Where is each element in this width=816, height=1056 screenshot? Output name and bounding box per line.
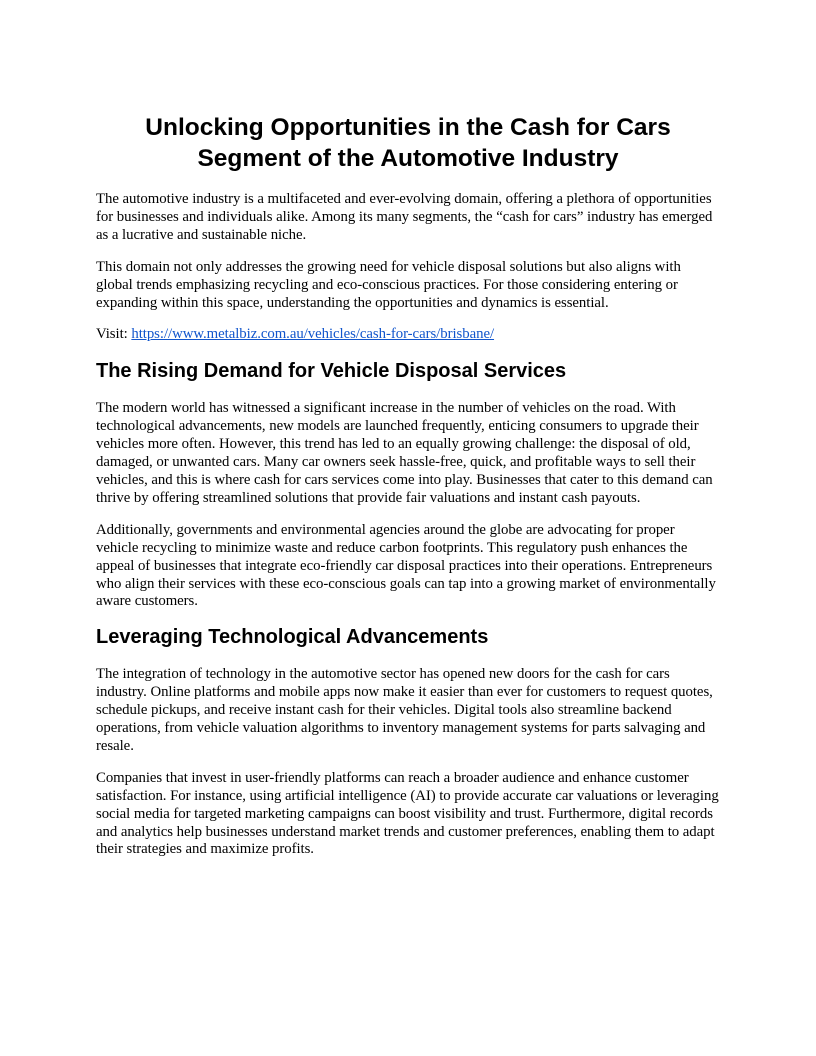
intro-paragraph-2: This domain not only addresses the growing need for vehicle disposal solutions but also aligns with global trends emphasizing recycling and eco-conscious practices. For those considering entering or expanding within this space, understanding the opportunities and dynamics is essential.	[96, 258, 681, 311]
document-body	[96, 112, 720, 873]
visit-line	[96, 326, 720, 344]
section-heading-technology: Leveraging Technological Advancements	[96, 626, 489, 649]
intro-paragraph-1: The automotive industry is a multifaceted and ever-evolving domain, offering a plethora of opportunities for businesses and individuals alike. Among its many segments, the “cash for cars” industry has emerged as a lucrative and sustainable niche.	[96, 191, 713, 243]
visit-label: Visit:	[96, 326, 128, 343]
page-title: Unlocking Opportunities in the Cash for Cars Segment of the Automotive Industry	[145, 114, 671, 172]
rising-demand-paragraph-2: Additionally, governments and environmental agencies around the globe are advocating for proper vehicle recycling to minimize waste and reduce carbon footprints. This regulatory push enhances the appeal of businesses that integrate eco-friendly car disposal practices into their operations. Entrepreneurs who align their services with these eco-conscious goals can tap into a growing market of environmentally aware customers.	[96, 521, 716, 610]
section-heading-rising-demand: The Rising Demand for Vehicle Disposal Services	[96, 360, 567, 383]
rising-demand-paragraph-1: The modern world has witnessed a significant increase in the number of vehicles on the road. With technological advancements, new models are launched frequently, enticing consumers to upgrade their vehicles more often. However, this trend has led to an equally growing challenge: the disposal of old, damaged, or unwanted cars. Many car owners seek hassle-free, quick, and profitable ways to sell their vehicles, and this is where cash for cars services come into play. Businesses that cater to this demand can thrive by offering streamlined solutions that provide fair valuations and instant cash payouts.	[96, 400, 713, 506]
technology-paragraph-2: Companies that invest in user-friendly platforms can reach a broader audience and enhance customer satisfaction. For instance, using artificial intelligence (AI) to provide accurate car valuations or leveraging social media for targeted marketing campaigns can boost visibility and trust. Furthermore, digital records and analytics help businesses understand market trends and customer preferences, enabling them to adapt their strategies and maximize profits.	[96, 769, 719, 858]
technology-paragraph-1: The integration of technology in the automotive sector has opened new doors for the cash for cars industry. Online platforms and mobile apps now make it easier than ever for customers to request quotes, schedule pickups, and receive instant cash for their vehicles. Digital tools also streamline backend operations, from vehicle valuation algorithms to inventory management systems for parts salvaging and resale.	[96, 666, 713, 754]
visit-link[interactable]: https://www.metalbiz.com.au/vehicles/cash-for-cars/brisbane/	[131, 326, 495, 343]
